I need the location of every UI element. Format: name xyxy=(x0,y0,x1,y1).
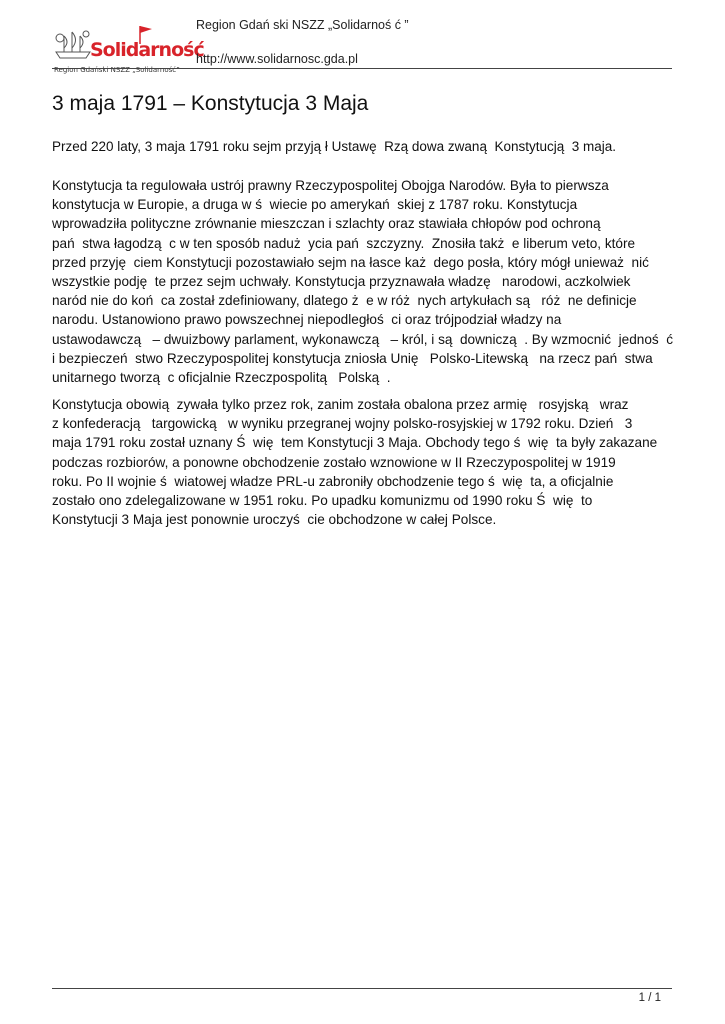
solidarnosc-logo xyxy=(52,22,204,80)
text-line: zostało ono zdelegalizowane w 1951 roku. Po upadku komunizmu od 1990 roku Ś wię to xyxy=(52,493,593,509)
paragraph xyxy=(52,395,702,529)
text-line: maja 1791 roku został uznany Ś wię tem Konstytucji 3 Maja. Obchody tego ś wię ta były zakazane xyxy=(52,435,658,451)
text-line: wszystkie podję te przez sejm uchwały. Konstytucja przyznawała władzę narodowi, aczkolwiek xyxy=(52,274,631,290)
text-line: pań stwa łagodzą c w ten sposób naduż ycia pań szczyzny. Znosiła takż e liberum veto, które xyxy=(52,235,636,251)
text-line: narodu. Ustanowiono prawo powszechnej niepodległoś ci oraz trójpodział władzy na xyxy=(52,312,562,328)
text-line: ustawodawczą – dwuizbowy parlament, wykonawczą – król, i są downiczą . By wzmocnić jednoś ć xyxy=(52,331,674,347)
logo-caption: Region Gdański NSZZ „Solidarność” xyxy=(54,66,180,74)
text-line: unitarnego tworzą c oficjalnie Rzeczpospolitą Polską . xyxy=(52,370,391,386)
text-line: przed przyję ciem Konstytucji pozostawiało sejm na łasce każ dego posła, który mógł unieważ nić xyxy=(52,254,649,270)
header-divider xyxy=(52,68,672,69)
text-line: Konstytucja ta regulowała ustrój prawny Rzeczypospolitej Obojga Narodów. Była to pierwsza xyxy=(52,178,609,193)
text-line: Konstytucja obowią zywała tylko przez rok, zanim została obalona przez armię rosyjską wraz xyxy=(52,397,629,412)
text-line: roku. Po II wojnie ś wiatowej władze PRL-u zabroniły obchodzenie tego ś wię ta, a oficjalnie xyxy=(52,473,614,489)
lead-paragraph: Przed 220 laty, 3 maja 1791 roku sejm przyją ł Ustawę Rzą dowa zwaną Konstytucją 3 maja. xyxy=(52,139,617,154)
header-url-link[interactable]: http://www.solidarnosc.gda.pl xyxy=(196,52,358,66)
text-line: z konfederacją targowicką w wyniku przegranej wojny polsko-rosyjskiej w 1792 roku. Dzień 3 xyxy=(52,416,633,432)
text-line: Konstytucji 3 Maja jest ponownie uroczyś cie obchodzone w całej Polsce. xyxy=(52,512,497,528)
text-line: wprowadziła polityczne zrównanie mieszczan i szlachty oraz stawiała chłopów pod ochroną xyxy=(52,216,601,232)
text-line: i bezpieczeń stwo Rzeczypospolitej konstytucja zniosła Unię Polsko-Litewską na rzecz pań stwa xyxy=(52,350,653,366)
page-number: 1 / 1 xyxy=(638,992,661,1004)
text-line: podczas rozbiorów, a ponowne obchodzenie zostało wznowione w II Rzeczypospolitej w 1919 xyxy=(52,454,616,470)
footer-divider xyxy=(52,988,672,989)
document-title: 3 maja 1791 – Konstytucja 3 Maja xyxy=(52,92,369,115)
logo-wordmark: Solidarność xyxy=(90,39,204,61)
logo-graphic xyxy=(52,22,204,66)
text-line: konstytucja w Europie, a druga w ś wiecie po amerykań skiej z 1787 roku. Konstytucja xyxy=(52,197,578,213)
text-line: naród nie do koń ca został zdefiniowany, dlatego ż e w róż nych artykułach są róż ne definicje xyxy=(52,293,637,309)
header-title: Region Gdań ski NSZZ „Solidarnoś ć ” xyxy=(196,18,409,32)
page-header xyxy=(52,14,672,74)
paragraph xyxy=(52,176,702,387)
